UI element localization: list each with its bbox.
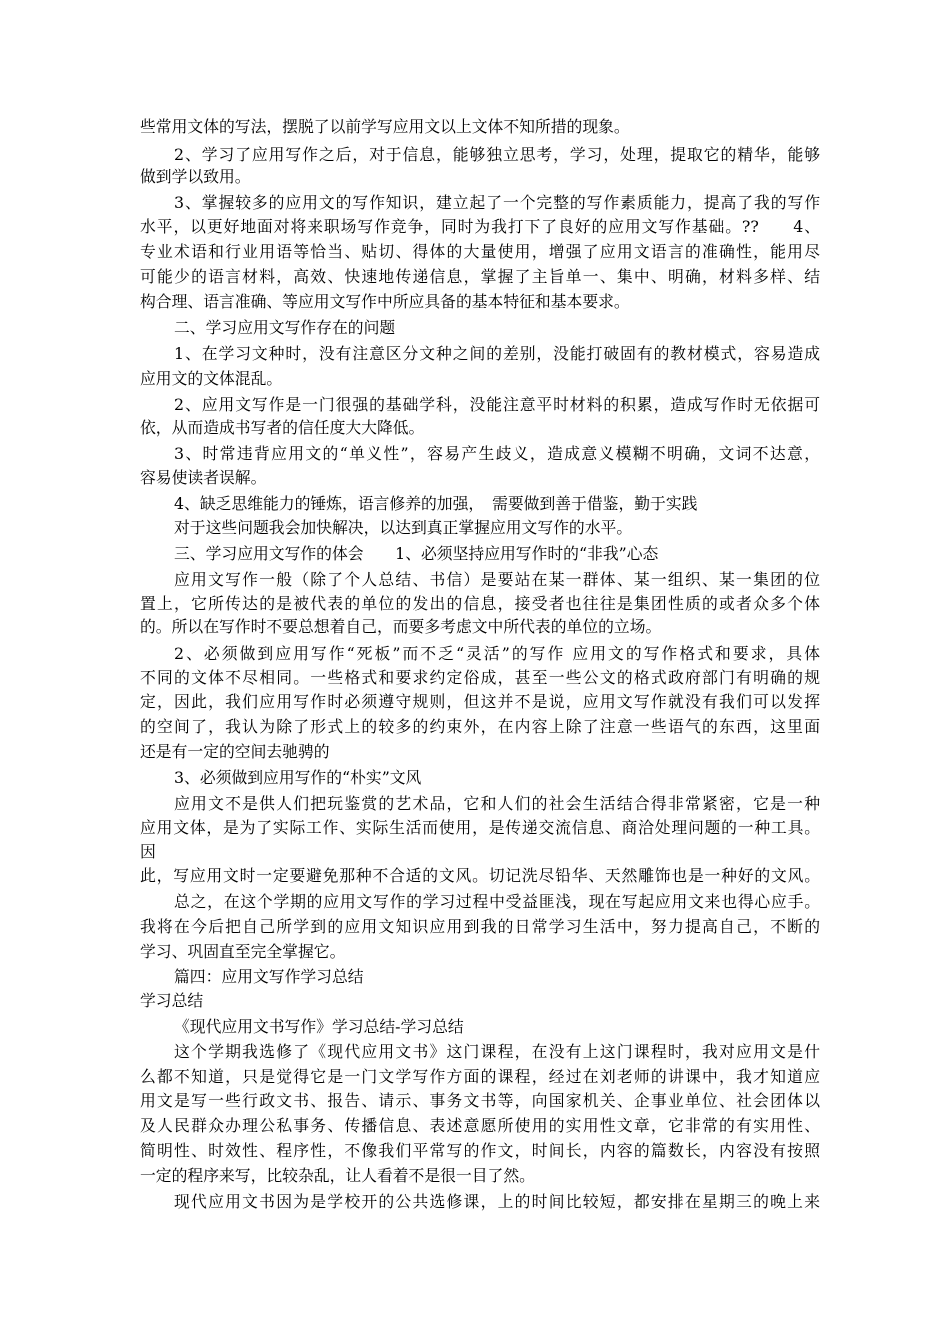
document-title: 《现代应用文书写作》学习总结-学习总结 xyxy=(174,1017,464,1036)
text-line: 一定的程序来写，比较杂乱，让人看着不是很一目了然。 xyxy=(140,1166,535,1185)
text-line: 因 xyxy=(140,842,156,861)
text-line: 用文是写一些行政文书、报告、请示、事务文书等，向国家机关、企事业单位、社会团体以 xyxy=(140,1091,820,1110)
text-line: 可能少的语言材料，高效、快速地传递信息，掌握了主旨单一、集中、明确，材料多样、结 xyxy=(140,267,820,286)
text-line: 还是有一定的空间去驰骋的 xyxy=(140,742,330,761)
text-line: 应用文不是供人们把玩鉴赏的艺术品，它和人们的社会生活结合得非常紧密，它是一种 xyxy=(174,794,820,813)
text-line: 置上，它所传达的是被代表的单位的发出的信息，接受者也往往是集团性质的或者众多个体 xyxy=(140,594,820,613)
text-line: 4、缺乏思维能力的锤炼，语言修养的加强， 需要做到善于借鉴，勤于实践 xyxy=(174,494,698,513)
section-heading: 学习总结 xyxy=(140,991,204,1010)
text-line: 现代应用文书因为是学校开的公共选修课，上的时间比较短，都安排在星期三的晚上来 xyxy=(174,1192,820,1211)
text-line: 的空间了，我认为除了形式上的较多的约束外，在内容上除了注意一些语气的东西，这里面 xyxy=(140,717,820,736)
text-line: 简明性、时效性、程序性，不像我们平常写的作文，时间长，内容的篇数长，内容没有按照 xyxy=(140,1141,820,1160)
text-line: 的。所以在写作时不要总想着自己，而要多考虑文中所代表的单位的立场。 xyxy=(140,617,662,636)
text-line: 2、学习了应用写作之后，对于信息，能够独立思考，学习，处理，提取它的精华，能够 xyxy=(174,145,820,164)
text-line: 2、应用文写作是一门很强的基础学科，没能注意平时材料的积累，造成写作时无依据可 xyxy=(174,395,820,414)
text-line: 3、必须做到应用写作的“朴实”文风 xyxy=(174,768,422,787)
text-line: 容易使读者误解。 xyxy=(140,468,267,487)
text-line: 3、时常违背应用文的“单义性”，容易产生歧义，造成意义模糊不明确，文词不达意， xyxy=(174,444,820,463)
text-line: 1、在学习文种时，没有注意区分文种之间的差别，没能打破固有的教材模式，容易造成 xyxy=(174,344,820,363)
text-line: 不同的文体不尽相同。一些格式和要求约定俗成，甚至一些公文的格式政府部门有明确的规 xyxy=(140,668,820,687)
text-line: 这个学期我选修了《现代应用文书》这门课程，在没有上这门课程时，我对应用文是什 xyxy=(174,1042,820,1061)
text-line: 构合理、语言准确、等应用文写作中所应具备的基本特征和基本要求。 xyxy=(140,292,630,311)
text-line: 些常用文体的写法，摆脱了以前学写应用文以上文体不知所措的现象。 xyxy=(140,117,630,136)
text-line: 依，从而造成书写者的信任度大大降低。 xyxy=(140,418,425,437)
text-line: 么都不知道，只是觉得它是一门文学写作方面的课程，经过在刘老师的讲课中，我才知道应 xyxy=(140,1067,820,1086)
text-line: 及人民群众办理公私事务、传播信息、表述意愿所使用的实用性文章，它非常的有实用性、 xyxy=(140,1116,820,1135)
text-line: 对于这些问题我会加快解决，以达到真正掌握应用文写作的水平。 xyxy=(174,518,633,537)
text-line: 专业术语和行业用语等恰当、贴切、得体的大量使用，增强了应用文语言的准确性，能用尽 xyxy=(140,242,820,261)
text-line: 应用文体，是为了实际工作、实际生活而使用，是传递交流信息、商洽处理问题的一种工具。 xyxy=(140,818,820,837)
text-line: 总之，在这个学期的应用文写作的学习过程中受益匪浅，现在写起应用文来也得心应手。 xyxy=(174,892,820,911)
text-line: 应用文写作一般（除了个人总结、书信）是要站在某一群体、某一组织、某一集团的位 xyxy=(174,570,820,589)
text-line: 此，写应用文时一定要避免那种不合适的文风。切记洗尽铅华、天然雕饰也是一种好的文风。 xyxy=(140,866,820,885)
text-line: 定，因此，我们应用写作时必须遵守规则，但这并不是说，应用文写作就没有我们可以发挥 xyxy=(140,692,820,711)
text-line: 学习、巩固直至完全掌握它。 xyxy=(140,942,346,961)
text-line: 水平，以更好地面对将来职场写作竞争，同时为我打下了良好的应用文写作基础。?? 4、 xyxy=(140,217,820,236)
text-line: 2、必须做到应用写作“死板”而不乏“灵活”的写作 应用文的写作格式和要求，具体 xyxy=(174,644,820,663)
text-line: 应用文的文体混乱。 xyxy=(140,369,283,388)
text-line: 3、掌握较多的应用文的写作知识，建立起了一个完整的写作素质能力，提高了我的写作 xyxy=(174,193,820,212)
text-line: 我将在今后把自己所学到的应用文知识应用到我的日常学习生活中，努力提高自己，不断的 xyxy=(140,917,820,936)
text-line: 做到学以致用。 xyxy=(140,167,251,186)
section-heading: 二、学习应用文写作存在的问题 xyxy=(174,318,396,337)
section-heading: 三、学习应用文写作的体会 1、必须坚持应用写作时的“非我”心态 xyxy=(174,544,659,563)
section-heading: 篇四：应用文写作学习总结 xyxy=(174,967,364,986)
